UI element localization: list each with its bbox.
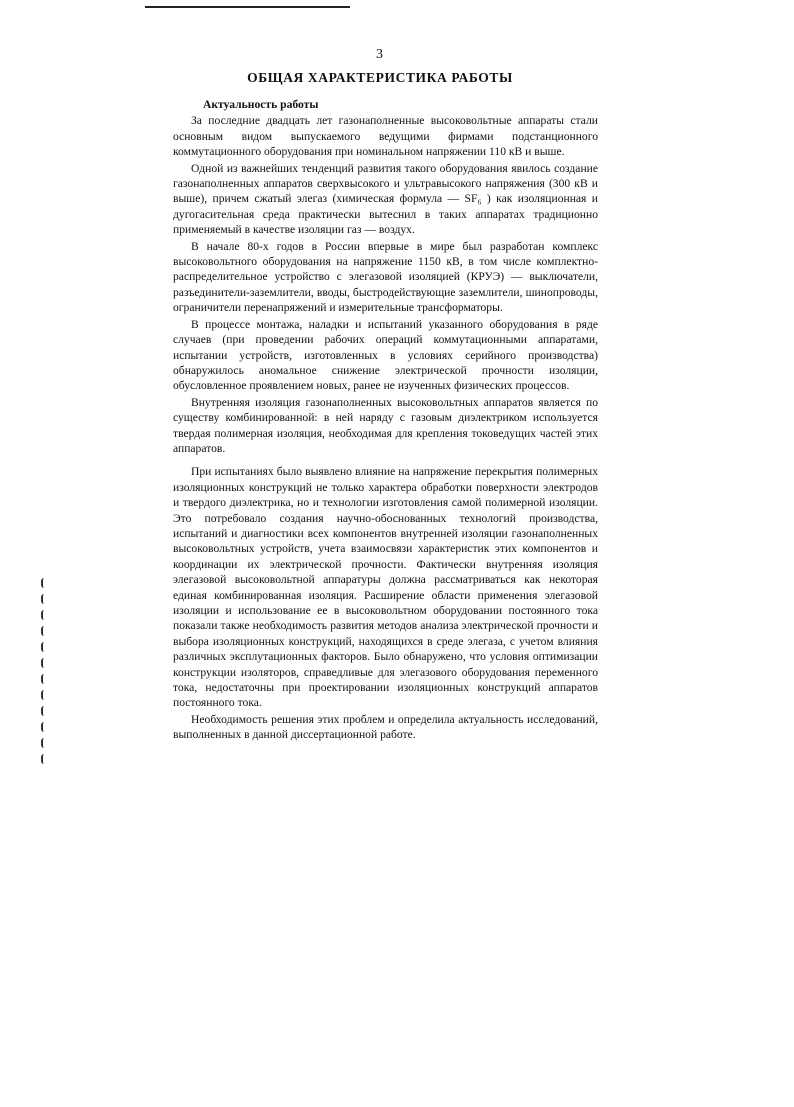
section-subheading: Актуальность работы xyxy=(203,98,319,111)
page-title: ОБЩАЯ ХАРАКТЕРИСТИКА РАБОТЫ xyxy=(247,70,513,85)
binding-mark xyxy=(41,658,49,668)
paragraph-1: За последние двадцать лет газонаполненные высоковольтные аппараты стали основным видом выпускаемого ведущими фирмами подстанционного коммутационного оборудования при номинальном напряжении 110 кВ и выше. xyxy=(173,114,598,159)
text-column xyxy=(173,97,598,743)
paragraph-3: В начале 80-х годов в России впервые в мире был разработан комплекс высоковольтного оборудования на напряжение 1150 кВ, в том числе комплектно-распределительное устройство с элегазовой изоляцией (КРУЭ) — выключатели, разъединители-заземлители, вводы, быстродействующие заземлители, шинопроводы, ограничители перенапряжений и измерительные трансформаторы. xyxy=(173,239,598,315)
top-rule xyxy=(145,6,350,8)
binding-mark xyxy=(41,738,49,748)
paragraph-6: При испытаниях было выявлено влияние на напряжение перекрытия полимерных изоляционных конструкций не только характера обработки поверхности электродов и твердого диэлектрика, но и технологии изготовления самой полимерной изоляции. Это потребовало создания научно-обоснованных технологий производства, испытаний и диагностики всех компонентов внутренней изоляции газонаполненных высоковольтных устройств, учета взаимосвязи характеристик этих компонентов и координации их электрической прочности. Фактически внутренняя изоляция элегазовой высоковольтной аппаратуры должна рассматриваться как некоторая единая комбинированная изоляция. Расширение области применения элегазовой изоляции и использование ее в высоковольтном оборудовании постоянного тока показали также необходимость развития методов анализа электрической прочности и выбора изоляционных конструкций, находящихся в среде элегаза, с учетом влияния различных эксплутационных факторов. Было обнаружено, что условия оптимизации конструкции изоляторов, справедливые для элегазового оборудования переменного тока, недостаточны при проектировании изоляционных конструкций аппаратов постоянного тока. xyxy=(173,465,598,710)
binding-mark xyxy=(41,642,49,652)
binding-mark xyxy=(41,706,49,716)
binding-marks xyxy=(38,578,52,778)
paragraph-7: Необходимость решения этих проблем и определила актуальность исследований, выполненных в данной диссертационной работе. xyxy=(173,712,598,742)
binding-mark xyxy=(41,578,49,588)
binding-mark xyxy=(41,690,49,700)
binding-mark xyxy=(41,610,49,620)
binding-mark xyxy=(41,722,49,732)
paragraph-4: В процессе монтажа, наладки и испытаний указанного оборудования в ряде случаев (при проведении рабочих операций коммутационными аппаратами, испытании устройств, изготовленных в условиях серийного производства) обнаружилось аномальное снижение электрической прочности изоляции, обусловленное проявлением новых, ранее не изученных физических процессов. xyxy=(173,317,598,393)
binding-mark xyxy=(41,754,49,764)
binding-mark xyxy=(41,626,49,636)
binding-mark xyxy=(41,674,49,684)
binding-mark xyxy=(41,594,49,604)
paragraph-2: Одной из важнейших тенденций развития такого оборудования явилось создание газонаполненных аппаратов сверхвысокого и ультравысокого напряжения (300 кВ и выше), причем сжатый элегаз (химическая формула — SF₆ ) как изоляционная и дугогасительная среда практически вытеснил в таких аппаратах традиционно применяемый в качестве изоляции газ — воздух. xyxy=(173,161,598,237)
paragraph-5: Внутренняя изоляция газонаполненных высоковольтных аппаратов является по существу комбинированной: в ней наряду с газовым диэлектриком используется твердая полимерная изоляция, необходимая для крепления токоведущих частей этих аппаратов. xyxy=(173,395,598,455)
page-number: 3 xyxy=(376,47,383,62)
